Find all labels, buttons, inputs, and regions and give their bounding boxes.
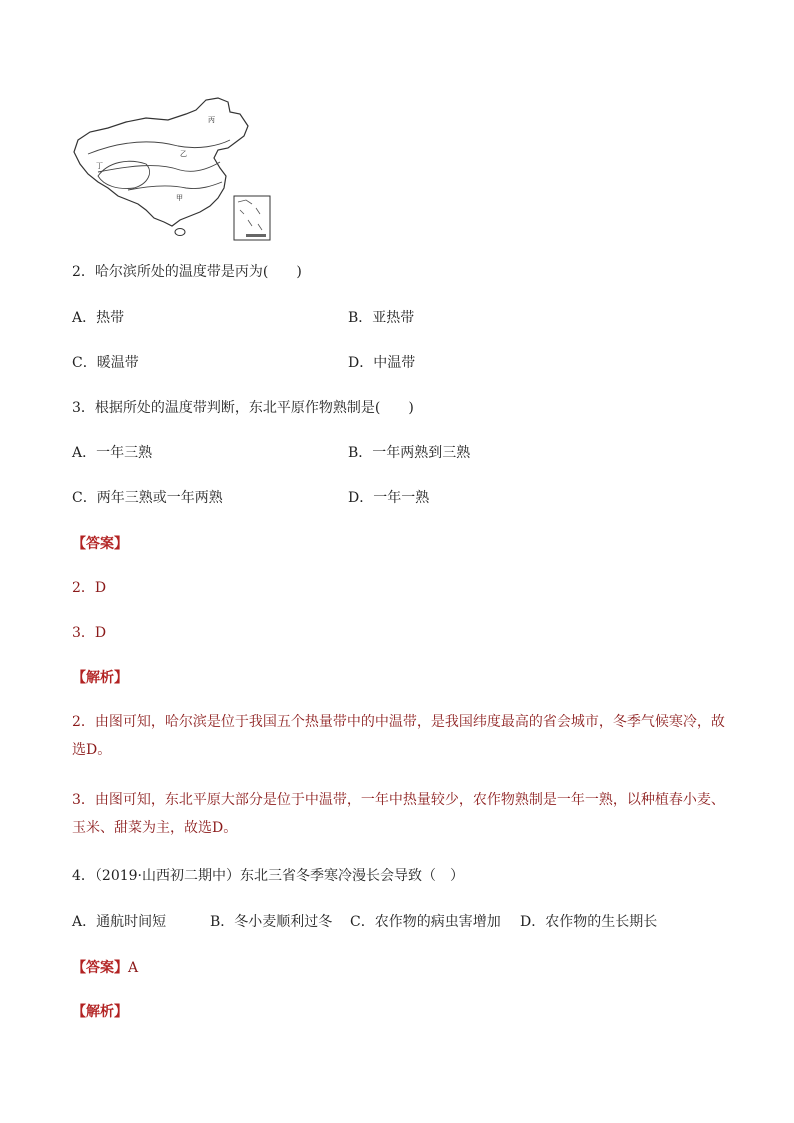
explanation-3: 3．由图可知，东北平原大部分是位于中温带，一年中热量较少，农作物熟制是一年一熟，以种植春小麦、玉米、甜菜为主，故选D。 <box>72 792 725 836</box>
china-temperature-zone-map <box>68 92 278 244</box>
q3-option-a: A．一年三熟 <box>72 445 153 461</box>
question-4-stem: 4．（2019·山西初二期中）东北三省冬季寒冷漫长会导致（ ） <box>72 868 464 884</box>
q4-answer-line <box>72 958 138 978</box>
q3-option-d: D．一年一熟 <box>348 490 430 506</box>
inset-caption-bar <box>246 234 266 237</box>
hainan-island <box>175 229 185 236</box>
map-label-ding: 丁 <box>96 162 103 170</box>
explanation-2: 2．由图可知，哈尔滨是位于我国五个热量带中的中温带，是我国纬度最高的省会城市，冬季气候寒冷，故选D。 <box>72 714 725 758</box>
analysis-heading: 【解析】 <box>72 670 128 686</box>
map-label-jia: 甲 <box>176 194 183 202</box>
q3-option-b: B．一年两熟到三熟 <box>348 445 471 461</box>
q2-option-b: B．亚热带 <box>348 310 415 326</box>
zone-boundary-3 <box>128 182 222 190</box>
zone-boundary-1 <box>88 140 230 154</box>
answer-heading: 【答案】 <box>72 536 128 552</box>
map-label-yi: 乙 <box>180 150 187 158</box>
q4-answer-value: A <box>128 960 139 976</box>
question-2-stem: 2．哈尔滨所处的温度带是丙为( ) <box>72 264 302 280</box>
question-3-stem: 3．根据所处的温度带判断，东北平原作物熟制是( ) <box>72 400 414 416</box>
q2-option-a: A．热带 <box>72 310 125 326</box>
q2-option-c: C．暖温带 <box>72 355 139 371</box>
q4-answer-label: 【答案】 <box>72 960 128 976</box>
inset-coast <box>238 200 262 230</box>
q4-option-c: C．农作物的病虫害增加 <box>350 914 501 930</box>
q4-option-d: D．农作物的生长期长 <box>520 914 658 930</box>
answer-2: 2．D <box>72 580 107 596</box>
q2-option-d: D．中温带 <box>348 355 416 371</box>
map-label-bing: 丙 <box>208 116 215 124</box>
answer-3: 3．D <box>72 625 107 641</box>
q3-option-c: C．两年三熟或一年两熟 <box>72 490 223 506</box>
south-china-sea-inset <box>234 196 270 240</box>
q4-analysis-label: 【解析】 <box>72 1004 128 1020</box>
q4-option-a: A．通航时间短 <box>72 914 167 930</box>
q4-option-b: B．冬小麦顺利过冬 <box>210 914 333 930</box>
